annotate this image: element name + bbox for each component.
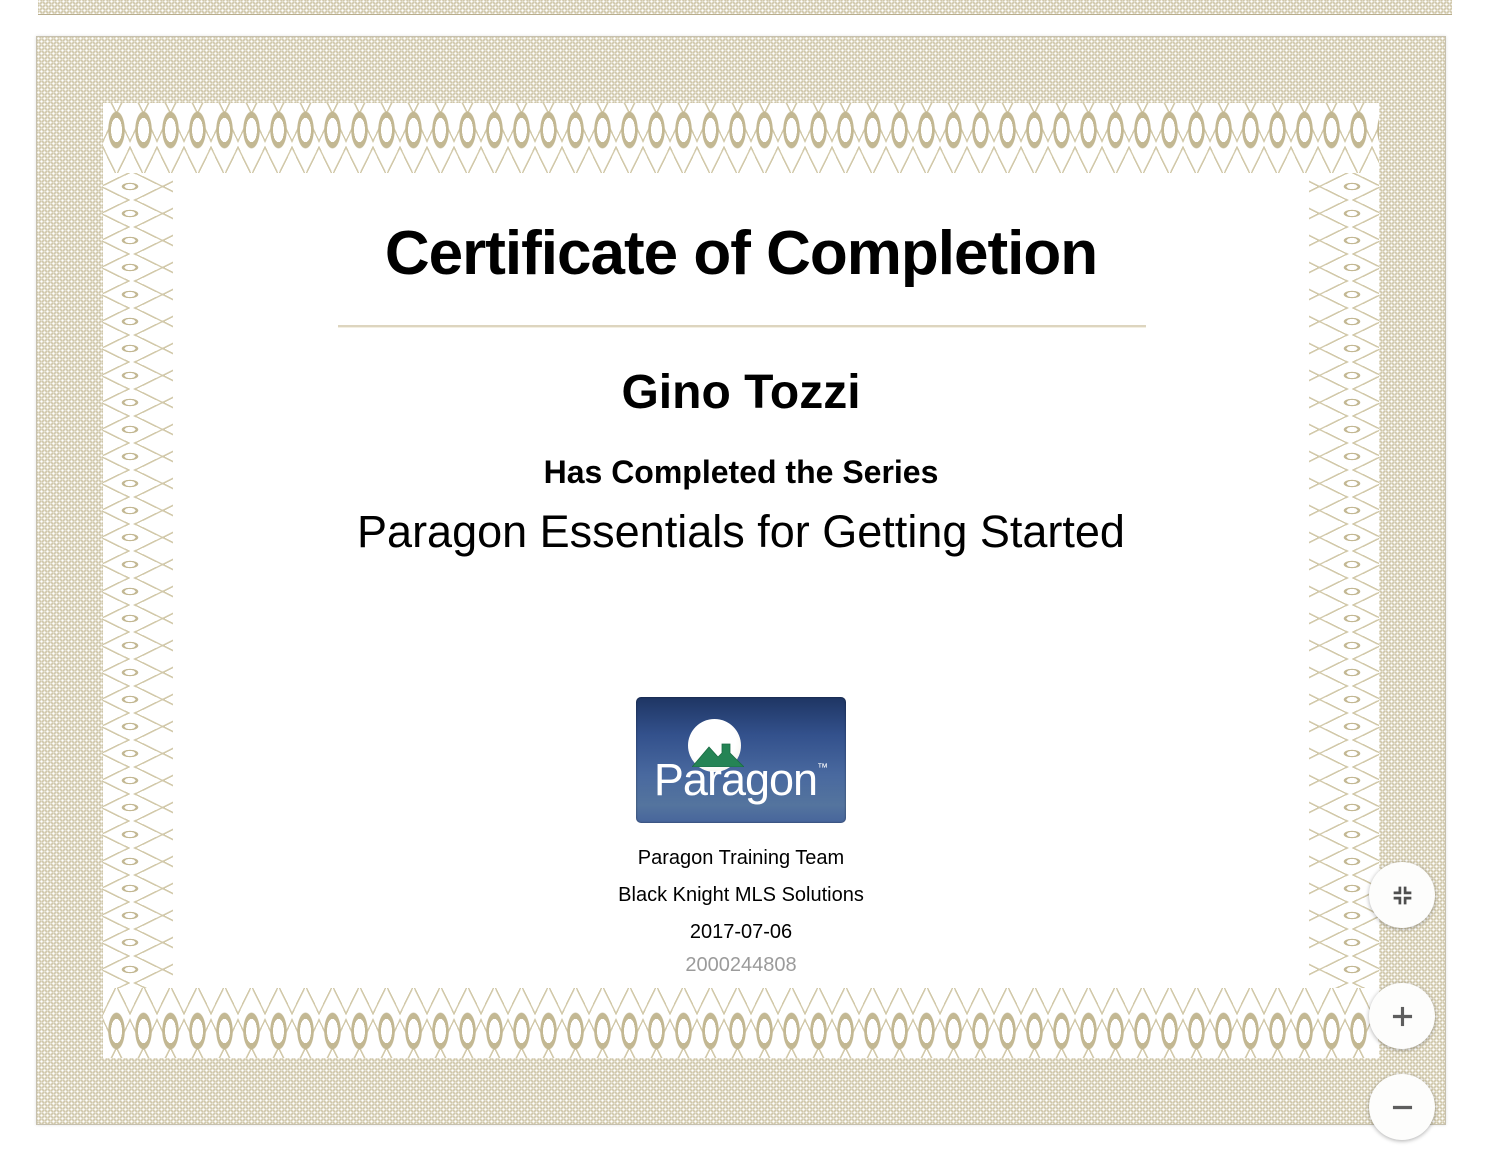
logo-brand-text: Paragon: [653, 754, 818, 805]
certificate-title: Certificate of Completion: [384, 219, 1098, 288]
issuer-company: Black Knight MLS Solutions: [618, 884, 864, 906]
series-title: Paragon Essentials for Getting Started: [357, 506, 1125, 557]
certificate-number: 2000244808: [685, 954, 797, 976]
fit-to-screen-button[interactable]: [1369, 862, 1435, 928]
completion-label: Has Completed the Series: [543, 454, 939, 490]
certificate-page: [36, 36, 1446, 1125]
issuer-team: Paragon Training Team: [637, 847, 845, 869]
zoom-out-button[interactable]: [1369, 1074, 1435, 1140]
previous-page-edge: [38, 0, 1452, 15]
certificate-content: [37, 37, 1445, 1124]
completion-date: 2017-07-06: [689, 921, 793, 943]
compress-icon: [1390, 883, 1415, 908]
zoom-in-button[interactable]: [1369, 983, 1435, 1049]
paragon-logo: [636, 697, 846, 823]
recipient-name: Gino Tozzi: [621, 366, 861, 419]
plus-icon: [1389, 1003, 1416, 1030]
logo-trademark: ™: [817, 762, 829, 774]
logo-wordmark: [636, 754, 846, 805]
title-divider: [338, 325, 1146, 328]
minus-icon: [1389, 1094, 1416, 1121]
